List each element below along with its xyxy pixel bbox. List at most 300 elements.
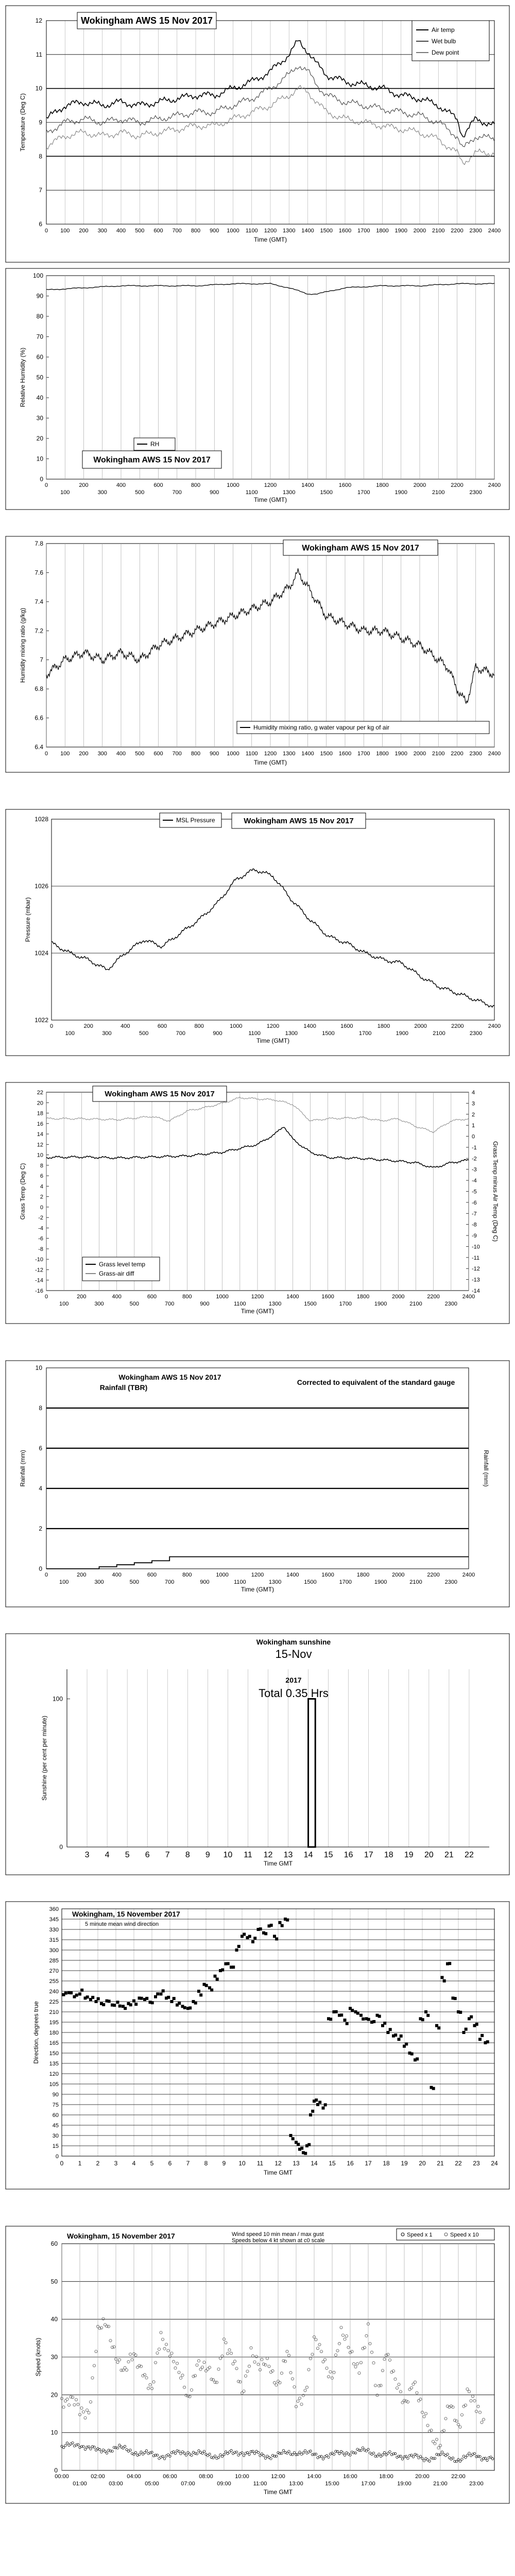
y-tick-label: 10 xyxy=(36,455,43,463)
x-tick-label: 01:00 xyxy=(73,2481,87,2487)
x-tick-label: 300 xyxy=(97,228,107,234)
x-tick-label: 1700 xyxy=(357,228,370,234)
y2-tick-label: -1 xyxy=(472,1144,477,1151)
y-tick-label: 90 xyxy=(36,292,43,300)
x-tick-label: 1000 xyxy=(216,1294,229,1300)
x-tick-label: 2100 xyxy=(433,1030,445,1037)
data-point xyxy=(448,1962,451,1965)
x-tick-label: 2200 xyxy=(451,482,464,488)
y-tick-label: 18 xyxy=(37,1110,43,1117)
x-tick-label: 0 xyxy=(44,1572,48,1578)
data-point xyxy=(199,1993,202,1996)
x-tick-label: 900 xyxy=(210,751,219,757)
data-point xyxy=(432,2087,435,2090)
x-tick-label: 500 xyxy=(129,1579,140,1585)
x-tick-label: 1200 xyxy=(251,1294,264,1300)
x-tick-label: 19 xyxy=(404,1851,414,1859)
chart-date: 15-Nov xyxy=(275,1648,312,1660)
sunshine-chart xyxy=(5,1633,510,1875)
data-point xyxy=(300,2147,303,2150)
data-point xyxy=(291,2137,295,2140)
y2-tick-label: 0 xyxy=(472,1133,475,1140)
x-tick-label: 200 xyxy=(79,482,89,488)
chart-frame xyxy=(6,809,509,1056)
data-point xyxy=(170,2000,174,2003)
data-point xyxy=(344,2019,347,2022)
x-tick-label: 21 xyxy=(444,1851,454,1859)
x-tick-label: 200 xyxy=(83,1023,93,1029)
x-tick-label: 10 xyxy=(223,1851,233,1859)
x-tick-label: 700 xyxy=(164,1579,175,1585)
data-point xyxy=(243,1933,246,1936)
x-tick-label: 1300 xyxy=(285,1030,298,1037)
y-tick-label: -10 xyxy=(35,1257,43,1263)
chart-title: Wokingham AWS 15 Nov 2017 xyxy=(118,1373,221,1381)
x-tick-label: 1600 xyxy=(338,228,352,234)
y-tick-label: 6 xyxy=(39,221,42,228)
data-point xyxy=(424,2010,427,2013)
x-tick-label: 1700 xyxy=(358,1030,372,1037)
x-tick-label: 2100 xyxy=(409,1301,422,1307)
x-tick-label: 13:00 xyxy=(289,2481,303,2487)
chart-frame xyxy=(6,1634,509,1875)
x-tick-label: 13 xyxy=(293,2160,300,2167)
x-tick-label: 1000 xyxy=(230,1023,243,1029)
y-tick-label: 50 xyxy=(50,2278,58,2285)
x-tick-label: 14:00 xyxy=(307,2473,321,2480)
x-tick-label: 1600 xyxy=(338,482,352,488)
x-tick-label: 100 xyxy=(65,1030,75,1037)
x-tick-label: 1200 xyxy=(264,751,277,757)
data-point xyxy=(318,2101,321,2104)
y2-tick-label: -13 xyxy=(472,1277,480,1283)
y-tick-label: 40 xyxy=(50,2315,58,2323)
x-tick-label: 15 xyxy=(323,1851,333,1859)
y-tick-label: 100 xyxy=(32,272,43,279)
y-tick-label: 135 xyxy=(49,2061,59,2067)
y-tick-label: 1028 xyxy=(35,816,48,823)
x-tick-label: 1800 xyxy=(376,482,389,488)
x-tick-label: 200 xyxy=(77,1294,87,1300)
y2-tick-label: 1 xyxy=(472,1123,475,1129)
data-point xyxy=(194,2002,197,2005)
data-point xyxy=(416,2057,419,2060)
data-point xyxy=(102,2003,105,2006)
x-tick-label: 05:00 xyxy=(145,2481,159,2487)
data-point xyxy=(205,1984,208,1987)
x-tick-label: 300 xyxy=(97,751,107,757)
x-tick-label: 1900 xyxy=(394,489,407,496)
x-tick-label: 2100 xyxy=(432,228,445,234)
x-tick-label: 5 xyxy=(150,2160,154,2167)
data-point xyxy=(80,1989,83,1992)
y-tick-label: 10 xyxy=(35,1364,42,1371)
x-tick-label: 1800 xyxy=(356,1294,370,1300)
legend-label: Speed x 1 xyxy=(407,2232,433,2238)
x-tick-label: 2100 xyxy=(432,489,445,496)
y-tick-label: 165 xyxy=(49,2040,59,2046)
data-point xyxy=(108,1999,111,2003)
chart-frame xyxy=(6,536,509,772)
data-point xyxy=(210,1989,213,1992)
data-point xyxy=(383,2022,386,2025)
x-tick-label: 100 xyxy=(59,1301,69,1307)
chart-title: Wokingham AWS 15 Nov 2017 xyxy=(93,455,211,465)
y-tick-label: 14 xyxy=(37,1131,43,1138)
y-tick-label: 360 xyxy=(49,1906,59,1912)
y-tick-label: 100 xyxy=(52,1695,63,1703)
y-tick-label: 10 xyxy=(35,84,42,92)
x-tick-label: 1900 xyxy=(394,751,407,757)
x-tick-label: 12 xyxy=(274,2160,282,2167)
x-tick-label: 2000 xyxy=(413,751,426,757)
x-tick-label: 14 xyxy=(303,1851,313,1859)
data-point xyxy=(118,2005,122,2008)
y2-tick-label: 3 xyxy=(472,1100,475,1107)
x-tick-label: 2300 xyxy=(444,1301,458,1307)
data-point xyxy=(214,1975,217,1978)
chart-title: Wokingham AWS 15 Nov 2017 xyxy=(244,817,354,825)
y-tick-label: 45 xyxy=(52,2123,59,2129)
data-point xyxy=(227,1962,230,1965)
chart-subtitle: 5 minute mean wind direction xyxy=(85,1921,159,1927)
x-tick-label: 2200 xyxy=(427,1294,440,1300)
y-tick-label: 0 xyxy=(54,2467,58,2474)
x-tick-label: 2200 xyxy=(451,1023,464,1029)
data-point xyxy=(237,1945,241,1948)
chart-title: Wokingham, 15 November 2017 xyxy=(72,1910,180,1918)
x-axis-label: Time (GMT) xyxy=(241,1586,274,1593)
y-tick-label: 40 xyxy=(36,394,43,401)
x-tick-label: 1300 xyxy=(283,489,296,496)
y-tick-label: 30 xyxy=(52,2133,59,2139)
y-tick-label: 70 xyxy=(36,333,43,341)
x-tick-label: 200 xyxy=(77,1572,87,1578)
x-tick-label: 1700 xyxy=(357,751,370,757)
x-tick-label: 2400 xyxy=(462,1572,475,1578)
x-tick-label: 500 xyxy=(135,751,145,757)
y-tick-label: 20 xyxy=(36,435,43,442)
x-tick-label: 1100 xyxy=(234,1301,246,1307)
data-point xyxy=(400,2035,403,2038)
data-point xyxy=(124,2007,127,2010)
legend-label: Speed x 10 xyxy=(450,2232,479,2238)
x-tick-label: 800 xyxy=(191,751,201,757)
data-point xyxy=(95,2000,98,2003)
x-tick-label: 200 xyxy=(79,228,89,234)
x-tick-label: 400 xyxy=(112,1572,122,1578)
x-tick-label: 1000 xyxy=(227,482,239,488)
x-tick-label: 1100 xyxy=(245,489,258,496)
x-tick-label: 1900 xyxy=(374,1301,387,1307)
x-tick-label: 100 xyxy=(60,228,70,234)
y-tick-label: 60 xyxy=(36,353,43,361)
chart-title: Wokingham, 15 November 2017 xyxy=(67,2232,175,2240)
x-tick-label: 100 xyxy=(60,489,70,496)
x-tick-label: 1900 xyxy=(396,1030,409,1037)
x-tick-label: 24 xyxy=(491,2160,498,2167)
y-axis-label: Pressure (mbar) xyxy=(24,897,31,942)
y-axis-label: Sunshine (per cent per minute) xyxy=(41,1716,48,1801)
chart-title: Wokingham sunshine xyxy=(256,1638,331,1646)
x-tick-label: 500 xyxy=(135,489,145,496)
y-axis-label: Direction, degrees true xyxy=(32,2001,40,2064)
x-tick-label: 700 xyxy=(172,228,182,234)
y-tick-label: 300 xyxy=(49,1947,59,1954)
data-point xyxy=(465,2028,468,2031)
y-tick-label: 150 xyxy=(49,2050,59,2057)
y-tick-label: 50 xyxy=(36,374,43,381)
x-tick-label: 0 xyxy=(60,2160,64,2167)
x-tick-label: 2200 xyxy=(451,751,464,757)
x-tick-label: 22 xyxy=(455,2160,462,2167)
data-point xyxy=(70,1991,73,1994)
data-point xyxy=(459,2011,462,2014)
x-tick-label: 1500 xyxy=(320,228,333,234)
data-point xyxy=(75,1994,78,1997)
legend-label: Air temp xyxy=(432,26,455,33)
data-point xyxy=(116,2001,119,2004)
relative-humidity-chart xyxy=(5,268,510,510)
data-point xyxy=(389,2028,392,2031)
air-temp-chart xyxy=(5,5,510,263)
x-axis-label: Time (GMT) xyxy=(253,759,287,766)
y-tick-label: 270 xyxy=(49,1968,59,1974)
x-tick-label: 700 xyxy=(172,489,182,496)
y-tick-label: -2 xyxy=(38,1215,43,1222)
legend-label: MSL Pressure xyxy=(176,817,215,824)
x-tick-label: 1500 xyxy=(304,1579,317,1585)
data-point xyxy=(356,2012,359,2015)
x-tick-label: 0 xyxy=(49,1023,54,1029)
y-axis-label: Grass Temp (Deg C) xyxy=(19,1163,26,1220)
data-point xyxy=(346,2022,349,2025)
y-tick-label: 1024 xyxy=(35,950,48,957)
x-tick-label: 100 xyxy=(60,751,70,757)
x-tick-label: 800 xyxy=(182,1572,192,1578)
y-tick-label: 105 xyxy=(49,2081,59,2088)
x-tick-label: 600 xyxy=(153,751,163,757)
data-point xyxy=(160,1992,163,1995)
sunshine-bar xyxy=(308,1699,316,1848)
y2-tick-label: -7 xyxy=(472,1211,477,1217)
x-tick-label: 22:00 xyxy=(451,2473,466,2480)
y-tick-label: 12 xyxy=(37,1142,43,1148)
data-point xyxy=(145,1997,148,2000)
data-point xyxy=(248,1935,251,1938)
x-tick-label: 300 xyxy=(97,489,107,496)
data-point xyxy=(156,1992,159,1995)
data-point xyxy=(132,1999,135,2003)
data-point xyxy=(378,2015,381,2018)
x-tick-label: 21:00 xyxy=(433,2481,448,2487)
data-point xyxy=(329,2018,332,2021)
x-tick-label: 16:00 xyxy=(343,2473,357,2480)
x-tick-label: 23:00 xyxy=(469,2481,484,2487)
y-axis-label: Temperature (Deg C) xyxy=(19,93,26,151)
data-point xyxy=(289,2134,293,2137)
data-point xyxy=(454,1997,457,2000)
x-tick-label: 1400 xyxy=(286,1294,299,1300)
x-tick-label: 7 xyxy=(165,1851,170,1859)
x-tick-label: 22 xyxy=(465,1851,474,1859)
y-tick-label: -6 xyxy=(38,1235,43,1242)
y-tick-label: 6.4 xyxy=(35,743,43,751)
y-tick-label: 4 xyxy=(39,1485,42,1492)
y2-tick-label: -8 xyxy=(472,1222,477,1228)
data-point xyxy=(372,2020,375,2023)
x-tick-label: 2100 xyxy=(432,751,445,757)
y2-axis-label: Rainfall (mm) xyxy=(483,1450,490,1487)
legend-label: Grass-air diff xyxy=(99,1270,134,1277)
y-tick-label: 0 xyxy=(55,2154,59,2160)
data-point xyxy=(279,1921,282,1924)
x-tick-label: 1900 xyxy=(374,1579,387,1585)
data-point xyxy=(410,2053,414,2056)
data-point xyxy=(335,2010,338,2013)
data-point xyxy=(273,1935,276,1938)
wind-speed-chart xyxy=(5,2226,510,2504)
y-tick-label: 22 xyxy=(37,1090,43,1096)
x-tick-label: 06:00 xyxy=(163,2473,177,2480)
data-point xyxy=(443,1979,446,1982)
y-tick-label: 75 xyxy=(52,2102,59,2108)
x-axis-label: Time GMT xyxy=(263,1860,293,1867)
data-point xyxy=(322,2107,325,2110)
y-tick-label: 8 xyxy=(39,1404,42,1412)
data-point xyxy=(367,2018,370,2021)
y-tick-label: 8 xyxy=(40,1162,43,1169)
y-tick-label: 0 xyxy=(59,1843,63,1851)
x-tick-label: 0 xyxy=(44,1294,48,1300)
x-tick-label: 15 xyxy=(329,2160,336,2167)
x-tick-label: 17:00 xyxy=(361,2481,375,2487)
x-tick-label: 1400 xyxy=(303,1023,316,1029)
data-point xyxy=(309,2113,312,2116)
x-tick-label: 1000 xyxy=(227,751,239,757)
x-tick-label: 0 xyxy=(44,228,48,234)
x-tick-label: 11 xyxy=(244,1851,252,1859)
y-tick-label: 180 xyxy=(49,2030,59,2036)
y-tick-label: 7 xyxy=(39,187,42,194)
x-tick-label: 1700 xyxy=(339,1579,352,1585)
x-tick-label: 1500 xyxy=(320,751,333,757)
x-tick-label: 11 xyxy=(256,2160,264,2167)
x-tick-label: 20 xyxy=(424,1851,434,1859)
x-tick-label: 800 xyxy=(182,1294,192,1300)
x-tick-label: 200 xyxy=(79,751,89,757)
data-point xyxy=(259,1927,262,1930)
y-tick-label: 330 xyxy=(49,1927,59,1933)
data-point xyxy=(307,2143,311,2146)
x-tick-label: 2400 xyxy=(488,482,501,488)
y-tick-label: 20 xyxy=(37,1100,43,1107)
data-point xyxy=(286,1919,289,1922)
grass-temp-chart xyxy=(5,1082,510,1324)
x-tick-label: 4 xyxy=(132,2160,136,2167)
data-point xyxy=(235,1948,238,1952)
y-axis-label: Humidity mixing ratio (g/kg) xyxy=(19,607,26,683)
x-tick-label: 1200 xyxy=(264,228,277,234)
x-tick-label: 300 xyxy=(94,1301,104,1307)
x-tick-label: 800 xyxy=(194,1023,204,1029)
x-tick-label: 02:00 xyxy=(91,2473,105,2480)
x-tick-label: 1600 xyxy=(321,1572,334,1578)
chart-title: Wokingham AWS 15 Nov 2017 xyxy=(105,1090,215,1098)
x-tick-label: 600 xyxy=(147,1572,157,1578)
legend-label: Grass level temp xyxy=(99,1261,146,1268)
data-point xyxy=(281,1924,284,1927)
x-tick-label: 2300 xyxy=(469,489,482,496)
x-tick-label: 1300 xyxy=(283,228,296,234)
data-point xyxy=(270,1924,273,1927)
data-point xyxy=(97,1997,100,2001)
x-tick-label: 2200 xyxy=(427,1572,440,1578)
x-tick-label: 10:00 xyxy=(235,2473,249,2480)
data-point xyxy=(470,2015,473,2019)
data-point xyxy=(340,2013,343,2016)
x-tick-label: 9 xyxy=(205,1851,210,1859)
x-tick-label: 8 xyxy=(185,1851,190,1859)
y-tick-label: 30 xyxy=(36,414,43,422)
y2-tick-label: -14 xyxy=(472,1288,480,1294)
y-axis-label: Relative Humidity (%) xyxy=(19,347,26,408)
x-tick-label: 1400 xyxy=(301,482,314,488)
x-tick-label: 2200 xyxy=(451,228,464,234)
y-tick-label: 0 xyxy=(39,1565,42,1572)
y-tick-label: 80 xyxy=(36,313,43,320)
y-tick-label: 315 xyxy=(49,1937,59,1943)
x-tick-label: 20:00 xyxy=(415,2473,430,2480)
data-point xyxy=(64,1992,67,1995)
x-tick-label: 1800 xyxy=(376,751,389,757)
y-tick-label: 11 xyxy=(36,50,42,58)
x-tick-label: 03:00 xyxy=(109,2481,123,2487)
x-tick-label: 2300 xyxy=(469,228,482,234)
x-tick-label: 2100 xyxy=(409,1579,422,1585)
x-tick-label: 1000 xyxy=(216,1572,229,1578)
data-point xyxy=(486,2040,489,2043)
data-point xyxy=(188,2006,192,2009)
legend-label: Dew point xyxy=(432,49,459,56)
data-point xyxy=(394,2033,397,2037)
y-tick-label: 1026 xyxy=(35,883,48,890)
x-tick-label: 1600 xyxy=(338,751,352,757)
y-tick-label: 2 xyxy=(39,1525,42,1532)
data-point xyxy=(398,2038,401,2041)
x-tick-label: 900 xyxy=(213,1030,222,1037)
rainfall-chart xyxy=(5,1360,510,1607)
x-tick-label: 1500 xyxy=(320,489,333,496)
chart-year: 2017 xyxy=(285,1676,302,1684)
data-point xyxy=(441,1976,444,1979)
x-tick-label: 17 xyxy=(365,2160,372,2167)
x-tick-label: 2000 xyxy=(414,1023,427,1029)
y2-tick-label: 2 xyxy=(472,1111,475,1118)
x-tick-label: 1900 xyxy=(394,228,407,234)
x-tick-label: 900 xyxy=(200,1301,210,1307)
x-tick-label: 6 xyxy=(145,1851,150,1859)
x-tick-label: 1500 xyxy=(304,1301,317,1307)
y-tick-label: 120 xyxy=(49,2071,59,2077)
data-point xyxy=(113,2004,116,2007)
x-tick-label: 16 xyxy=(344,1851,353,1859)
x-tick-label: 12 xyxy=(263,1851,273,1859)
chart-title: Wokingham AWS 15 Nov 2017 xyxy=(80,15,213,26)
data-point xyxy=(426,2014,430,2017)
x-tick-label: 1100 xyxy=(245,228,258,234)
x-tick-label: 13 xyxy=(283,1851,293,1859)
